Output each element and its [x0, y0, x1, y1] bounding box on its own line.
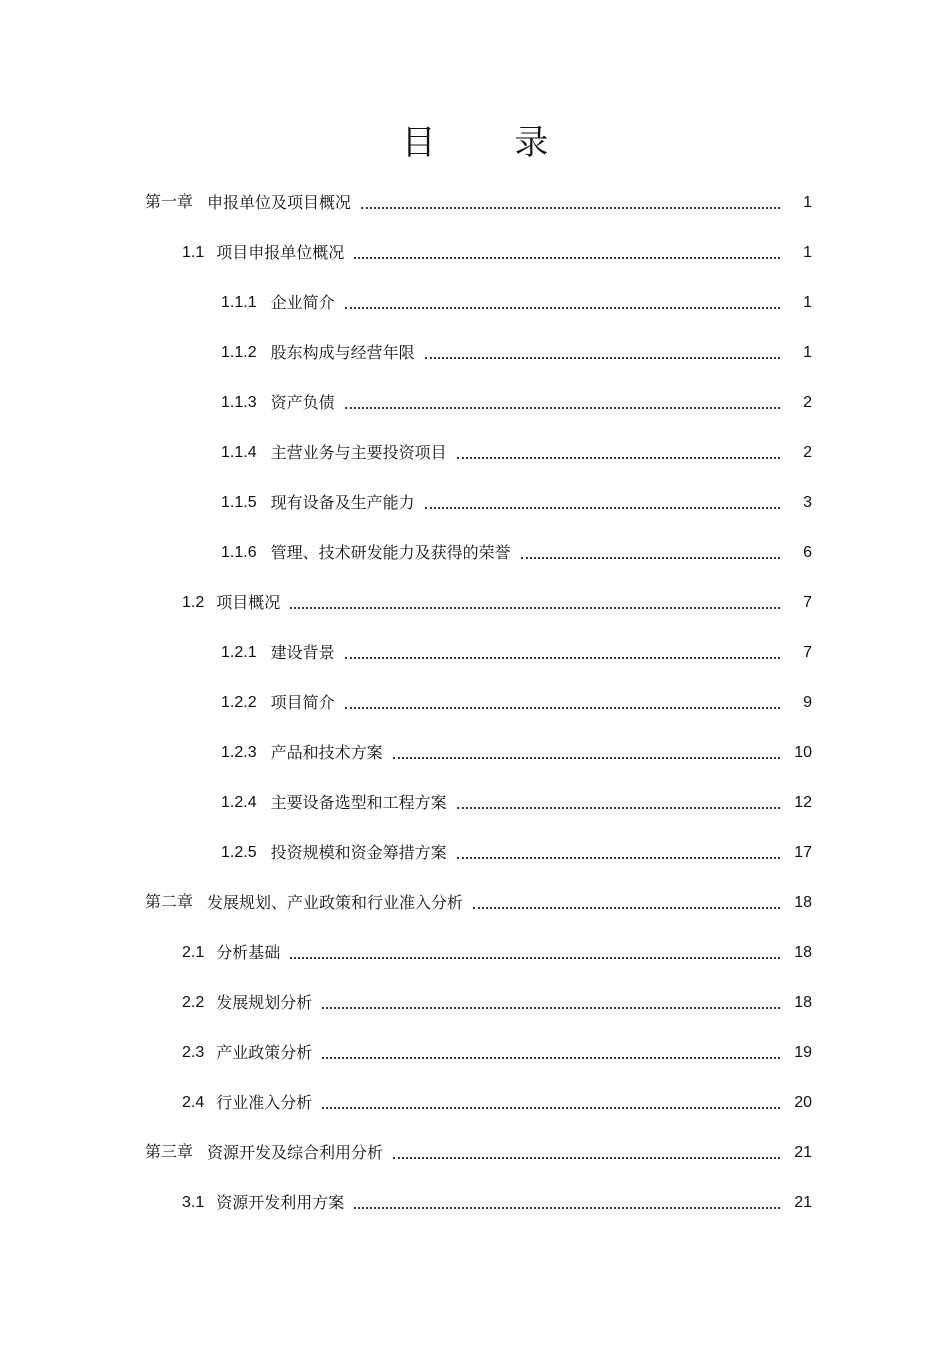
toc-entry-page-number: 2	[803, 444, 812, 461]
toc-entry-page-number: 20	[794, 1094, 812, 1111]
toc-entry-page-number: 6	[803, 544, 812, 561]
toc-entry-page-number: 17	[794, 844, 812, 861]
dot-leader	[354, 1207, 780, 1209]
toc-entry-number: 第三章	[145, 1144, 194, 1161]
toc-entry-number: 第一章	[145, 194, 194, 211]
toc-entry-title: 项目简介	[270, 693, 335, 712]
dot-leader	[393, 757, 780, 759]
toc-entry[interactable]	[0, 375, 950, 425]
dot-leader	[322, 1007, 780, 1009]
toc-entry-page-number: 3	[803, 494, 812, 511]
toc-entry-number: 第二章	[145, 894, 194, 911]
toc-list	[0, 175, 950, 1225]
toc-entry-page-number: 10	[794, 744, 812, 761]
toc-entry[interactable]	[0, 575, 950, 625]
toc-entry[interactable]	[0, 1125, 950, 1175]
toc-entry-title: 发展规划、产业政策和行业准入分析	[207, 893, 464, 912]
toc-entry-title: 资源开发及综合利用分析	[207, 1143, 384, 1162]
toc-entry-number: 1.1.4	[221, 444, 257, 461]
dot-leader	[457, 457, 780, 459]
toc-entry-title: 产品和技术方案	[270, 743, 383, 762]
dot-leader	[322, 1107, 780, 1109]
toc-entry-title: 股东构成与经营年限	[270, 343, 415, 362]
toc-entry[interactable]	[0, 225, 950, 275]
dot-leader	[521, 557, 780, 559]
toc-entry-number: 1.1.3	[221, 394, 257, 411]
toc-entry-title: 企业简介	[270, 293, 335, 312]
dot-leader	[473, 907, 780, 909]
toc-entry-title: 管理、技术研发能力及获得的荣誉	[270, 543, 511, 562]
toc-entry-number: 1.2.4	[221, 794, 257, 811]
toc-entry-page-number: 18	[794, 994, 812, 1011]
toc-entry-title: 分析基础	[216, 943, 281, 962]
toc-entry-number: 1.2.5	[221, 844, 257, 861]
toc-entry-page-number: 1	[803, 344, 812, 361]
toc-entry-number: 1.2.3	[221, 744, 257, 761]
toc-entry[interactable]	[0, 775, 950, 825]
toc-entry-title: 主营业务与主要投资项目	[270, 443, 447, 462]
toc-title: 目 录	[401, 123, 583, 163]
toc-entry-number: 1.1.2	[221, 344, 257, 361]
toc-entry[interactable]	[0, 925, 950, 975]
toc-entry-page-number: 1	[803, 294, 812, 311]
dot-leader	[354, 257, 780, 259]
toc-entry-title: 产业政策分析	[216, 1043, 313, 1062]
dot-leader	[345, 407, 780, 409]
dot-leader	[290, 607, 780, 609]
toc-entry-number: 2.2	[182, 994, 205, 1011]
toc-entry-page-number: 1	[803, 244, 812, 261]
toc-entry[interactable]	[0, 875, 950, 925]
toc-entry-number: 1.2.1	[221, 644, 257, 661]
toc-entry[interactable]	[0, 725, 950, 775]
dot-leader	[345, 307, 780, 309]
toc-entry[interactable]	[0, 1175, 950, 1225]
dot-leader	[361, 207, 780, 209]
toc-entry[interactable]	[0, 325, 950, 375]
toc-entry-page-number: 9	[803, 694, 812, 711]
toc-entry[interactable]	[0, 825, 950, 875]
toc-entry-title: 资源开发利用方案	[216, 1193, 345, 1212]
toc-entry-page-number: 1	[803, 194, 812, 211]
dot-leader	[322, 1057, 780, 1059]
toc-entry-page-number: 7	[803, 594, 812, 611]
toc-entry-title: 建设背景	[270, 643, 335, 662]
toc-entry-page-number: 12	[794, 794, 812, 811]
toc-entry-title: 行业准入分析	[216, 1093, 313, 1112]
dot-leader	[345, 707, 780, 709]
toc-entry-title: 申报单位及项目概况	[207, 193, 352, 212]
toc-entry[interactable]	[0, 1025, 950, 1075]
toc-entry[interactable]	[0, 475, 950, 525]
dot-leader	[425, 357, 780, 359]
toc-entry-number: 2.4	[182, 1094, 205, 1111]
dot-leader	[425, 507, 780, 509]
dot-leader	[345, 657, 780, 659]
toc-entry[interactable]	[0, 625, 950, 675]
toc-entry-number: 1.2	[182, 594, 205, 611]
toc-entry-page-number: 2	[803, 394, 812, 411]
toc-entry-number: 1.2.2	[221, 694, 257, 711]
toc-entry-title: 项目概况	[216, 593, 281, 612]
toc-entry-title: 投资规模和资金筹措方案	[270, 843, 447, 862]
toc-entry-page-number: 18	[794, 894, 812, 911]
toc-entry-page-number: 21	[794, 1194, 812, 1211]
toc-entry-title: 现有设备及生产能力	[270, 493, 415, 512]
dot-leader	[457, 807, 780, 809]
toc-entry[interactable]	[0, 425, 950, 475]
dot-leader	[457, 857, 780, 859]
toc-entry[interactable]	[0, 175, 950, 225]
toc-entry-number: 2.3	[182, 1044, 205, 1061]
toc-entry-page-number: 7	[803, 644, 812, 661]
toc-entry[interactable]	[0, 525, 950, 575]
toc-entry-page-number: 18	[794, 944, 812, 961]
toc-entry-number: 1.1	[182, 244, 205, 261]
toc-entry[interactable]	[0, 975, 950, 1025]
toc-entry-title: 项目申报单位概况	[216, 243, 345, 262]
toc-entry-number: 1.1.1	[221, 294, 257, 311]
dot-leader	[393, 1157, 780, 1159]
toc-entry-page-number: 21	[794, 1144, 812, 1161]
toc-entry[interactable]	[0, 275, 950, 325]
toc-entry-number: 2.1	[182, 944, 205, 961]
toc-entry-number: 3.1	[182, 1194, 205, 1211]
dot-leader	[290, 957, 780, 959]
toc-entry-number: 1.1.5	[221, 494, 257, 511]
toc-entry-title: 资产负债	[270, 393, 335, 412]
toc-entry[interactable]	[0, 675, 950, 725]
toc-entry-title: 主要设备选型和工程方案	[270, 793, 447, 812]
toc-entry[interactable]	[0, 1075, 950, 1125]
toc-entry-page-number: 19	[794, 1044, 812, 1061]
toc-entry-number: 1.1.6	[221, 544, 257, 561]
toc-entry-title: 发展规划分析	[216, 993, 313, 1012]
